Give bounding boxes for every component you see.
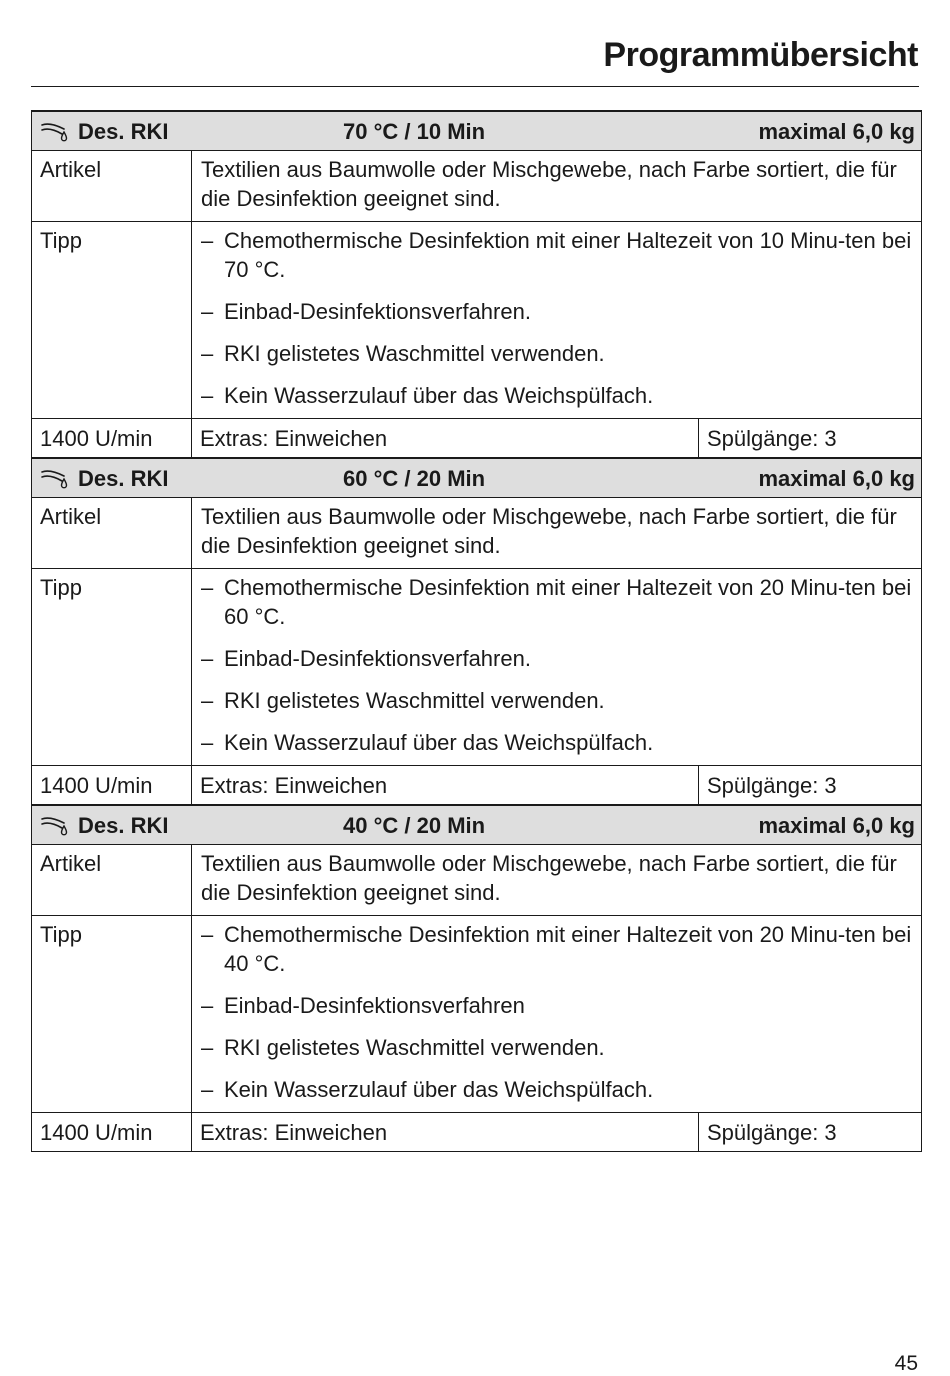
tip-cell: [192, 916, 922, 1113]
program-max-load: maximal 6,0 kg: [758, 466, 915, 491]
program-header-row: [32, 458, 922, 498]
tip-item: – RKI gelistetes Waschmittel verwenden.: [201, 339, 913, 368]
tip-item: – Chemothermische Desinfektion mit einer Haltezeit von 20 Minu-ten bei 60 °C.: [201, 573, 913, 631]
tip-label: Tipp: [32, 569, 192, 766]
tip-list: [201, 920, 913, 1104]
rinse-count: Spülgänge: 3: [699, 766, 922, 806]
spin-speed: 1400 U/min: [32, 1113, 192, 1152]
program-temperature-time: 70 °C / 10 Min: [343, 119, 486, 144]
tip-cell: [192, 222, 922, 419]
spin-speed: 1400 U/min: [32, 766, 192, 806]
program-temperature-time: 60 °C / 20 Min: [343, 466, 486, 491]
tip-item: – Chemothermische Desinfektion mit einer Haltezeit von 10 Minu-ten bei 70 °C.: [201, 226, 913, 284]
program-header-cell: [32, 111, 922, 151]
settings-row: [32, 419, 922, 459]
tip-row: [32, 222, 922, 419]
rinse-count: Spülgänge: 3: [699, 1113, 922, 1152]
program-header-cell: [32, 805, 922, 845]
tip-list: [201, 573, 913, 757]
tip-item: – Chemothermische Desinfektion mit einer Haltezeit von 20 Minu-ten bei 40 °C.: [201, 920, 913, 978]
article-label: Artikel: [32, 151, 192, 222]
program-temperature-time: 40 °C / 20 Min: [343, 813, 486, 838]
disinfection-icon: [40, 469, 70, 489]
tip-list: [201, 226, 913, 410]
tip-row: [32, 569, 922, 766]
tip-item: – Einbad-Desinfektionsverfahren.: [201, 297, 913, 326]
tip-item: – Kein Wasserzulauf über das Weichspülfach.: [201, 1075, 913, 1104]
program-max-load: maximal 6,0 kg: [758, 813, 915, 838]
spin-speed: 1400 U/min: [32, 419, 192, 459]
tip-cell: [192, 569, 922, 766]
program-table: [31, 110, 922, 1152]
article-text: Textilien aus Baumwolle oder Mischgewebe, nach Farbe sortiert, die für die Desinfektion geeignet sind.: [192, 498, 922, 569]
program-header-row: [32, 111, 922, 151]
rinse-count: Spülgänge: 3: [699, 419, 922, 459]
article-row: [32, 498, 922, 569]
article-text: Textilien aus Baumwolle oder Mischgewebe, nach Farbe sortiert, die für die Desinfektion geeignet sind.: [192, 845, 922, 916]
tip-row: [32, 916, 922, 1113]
tip-label: Tipp: [32, 916, 192, 1113]
disinfection-icon: [40, 122, 70, 142]
disinfection-icon: [40, 816, 70, 836]
article-row: [32, 151, 922, 222]
page-number: 45: [894, 1352, 918, 1375]
program-header-row: [32, 805, 922, 845]
article-text: Textilien aus Baumwolle oder Mischgewebe, nach Farbe sortiert, die für die Desinfektion geeignet sind.: [192, 151, 922, 222]
program-name: Des. RKI: [78, 466, 169, 491]
article-row: [32, 845, 922, 916]
tip-label: Tipp: [32, 222, 192, 419]
tip-item: – Einbad-Desinfektionsverfahren.: [201, 644, 913, 673]
tip-item: – RKI gelistetes Waschmittel verwenden.: [201, 686, 913, 715]
article-label: Artikel: [32, 845, 192, 916]
tip-item: – Kein Wasserzulauf über das Weichspülfach.: [201, 381, 913, 410]
article-label: Artikel: [32, 498, 192, 569]
settings-row: [32, 766, 922, 806]
tip-item: – Einbad-Desinfektionsverfahren: [201, 991, 913, 1020]
page-title: Programmübersicht: [603, 36, 918, 74]
extras: Extras: Einweichen: [192, 1113, 699, 1152]
program-max-load: maximal 6,0 kg: [758, 119, 915, 144]
settings-row: [32, 1113, 922, 1152]
program-header-cell: [32, 458, 922, 498]
title-divider: [31, 86, 919, 87]
tip-item: – Kein Wasserzulauf über das Weichspülfach.: [201, 728, 913, 757]
extras: Extras: Einweichen: [192, 766, 699, 806]
extras: Extras: Einweichen: [192, 419, 699, 459]
program-name: Des. RKI: [78, 119, 169, 144]
program-name: Des. RKI: [78, 813, 169, 838]
tip-item: – RKI gelistetes Waschmittel verwenden.: [201, 1033, 913, 1062]
